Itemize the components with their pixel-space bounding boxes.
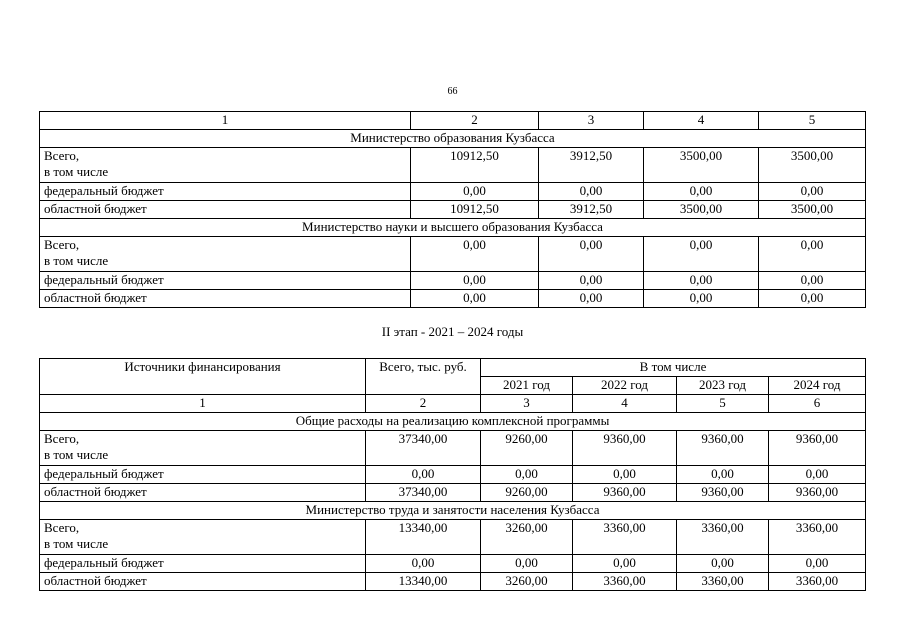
value-cell: 0,00 [644, 272, 759, 290]
section-title: Министерство труда и занятости населения Кузбасса [40, 502, 866, 520]
value-cell: 0,00 [539, 272, 644, 290]
value-cell: 9360,00 [769, 431, 866, 466]
column-number: 3 [481, 395, 573, 413]
value-cell: 9360,00 [573, 431, 677, 466]
value-cell: 0,00 [759, 272, 866, 290]
header-including: В том числе [481, 359, 866, 377]
value-cell: 3360,00 [769, 520, 866, 555]
section-title: Министерство образования Кузбасса [40, 130, 866, 148]
value-cell: 3500,00 [759, 148, 866, 183]
value-cell: 0,00 [573, 555, 677, 573]
value-cell: 0,00 [573, 466, 677, 484]
section-row [40, 413, 866, 431]
table-row [40, 484, 866, 502]
row-label [40, 237, 411, 272]
value-cell: 0,00 [411, 237, 539, 272]
value-cell: 3360,00 [769, 573, 866, 591]
table-row [40, 201, 866, 219]
value-cell: 9260,00 [481, 431, 573, 466]
row-label-line: федеральный бюджет [44, 466, 164, 481]
value-cell: 0,00 [481, 466, 573, 484]
table-row [40, 237, 866, 272]
header-year: 2023 год [677, 377, 769, 395]
row-label [40, 290, 411, 308]
row-label [40, 431, 366, 466]
header-year: 2021 год [481, 377, 573, 395]
value-cell: 9360,00 [573, 484, 677, 502]
value-cell: 0,00 [769, 555, 866, 573]
column-number-row [40, 395, 866, 413]
column-number-row [40, 112, 866, 130]
row-label [40, 272, 411, 290]
value-cell: 0,00 [677, 466, 769, 484]
value-cell: 9260,00 [481, 484, 573, 502]
header-year: 2024 год [769, 377, 866, 395]
value-cell: 0,00 [677, 555, 769, 573]
funding-table-stage2 [39, 358, 866, 591]
value-cell: 0,00 [411, 183, 539, 201]
column-number: 4 [573, 395, 677, 413]
section-row [40, 502, 866, 520]
value-cell: 3260,00 [481, 520, 573, 555]
value-cell: 3912,50 [539, 148, 644, 183]
table-row [40, 573, 866, 591]
value-cell: 0,00 [644, 183, 759, 201]
value-cell: 0,00 [759, 183, 866, 201]
column-number: 2 [411, 112, 539, 130]
value-cell: 0,00 [411, 272, 539, 290]
value-cell: 3500,00 [644, 201, 759, 219]
page-number: 66 [447, 86, 458, 97]
row-label-line: федеральный бюджет [44, 272, 164, 287]
row-label-line: областной бюджет [44, 484, 147, 499]
table-row [40, 183, 866, 201]
value-cell: 0,00 [481, 555, 573, 573]
value-cell: 9360,00 [677, 484, 769, 502]
table-row [40, 148, 866, 183]
value-cell: 10912,50 [411, 148, 539, 183]
row-label [40, 148, 411, 183]
column-number: 5 [677, 395, 769, 413]
row-label-line: Всего, [44, 520, 80, 535]
value-cell: 13340,00 [366, 573, 481, 591]
value-cell: 3500,00 [759, 201, 866, 219]
column-number: 1 [40, 395, 366, 413]
row-label-line: в том числе [44, 164, 109, 179]
value-cell: 0,00 [366, 555, 481, 573]
value-cell: 0,00 [539, 237, 644, 272]
section-row [40, 219, 866, 237]
value-cell: 9360,00 [769, 484, 866, 502]
value-cell: 0,00 [759, 237, 866, 272]
funding-table-stage1 [39, 111, 866, 308]
row-label [40, 466, 366, 484]
table-row [40, 466, 866, 484]
table-row [40, 431, 866, 466]
stage-title: II этап - 2021 – 2024 годы [381, 324, 524, 339]
value-cell: 0,00 [539, 183, 644, 201]
value-cell: 37340,00 [366, 431, 481, 466]
row-label-line: Всего, [44, 237, 80, 252]
row-label [40, 201, 411, 219]
column-number: 4 [644, 112, 759, 130]
value-cell: 3360,00 [573, 520, 677, 555]
row-label [40, 484, 366, 502]
header-year: 2022 год [573, 377, 677, 395]
table-row [40, 272, 866, 290]
value-cell: 13340,00 [366, 520, 481, 555]
row-label-line: в том числе [44, 536, 109, 551]
value-cell: 3360,00 [677, 520, 769, 555]
row-label-line: в том числе [44, 253, 109, 268]
value-cell: 9360,00 [677, 431, 769, 466]
table-row [40, 555, 866, 573]
column-number: 2 [366, 395, 481, 413]
column-number: 5 [759, 112, 866, 130]
column-number: 1 [40, 112, 411, 130]
value-cell: 0,00 [759, 290, 866, 308]
row-label [40, 555, 366, 573]
column-number: 6 [769, 395, 866, 413]
section-title: Министерство науки и высшего образования Кузбасса [40, 219, 866, 237]
header-sources: Источники финансирования [40, 359, 366, 395]
value-cell: 0,00 [366, 466, 481, 484]
value-cell: 37340,00 [366, 484, 481, 502]
row-label [40, 183, 411, 201]
row-label-line: областной бюджет [44, 573, 147, 588]
value-cell: 0,00 [769, 466, 866, 484]
row-label-line: в том числе [44, 447, 109, 462]
value-cell: 10912,50 [411, 201, 539, 219]
row-label [40, 573, 366, 591]
table-row [40, 520, 866, 555]
value-cell: 0,00 [539, 290, 644, 308]
row-label-line: Всего, [44, 148, 80, 163]
row-label-line: областной бюджет [44, 201, 147, 216]
header-total: Всего, тыс. руб. [366, 359, 481, 395]
section-title: Общие расходы на реализацию комплексной программы [40, 413, 866, 431]
value-cell: 3500,00 [644, 148, 759, 183]
header-row [40, 359, 866, 377]
table-row [40, 290, 866, 308]
row-label-line: федеральный бюджет [44, 555, 164, 570]
row-label-line: федеральный бюджет [44, 183, 164, 198]
row-label-line: областной бюджет [44, 290, 147, 305]
value-cell: 3912,50 [539, 201, 644, 219]
value-cell: 0,00 [644, 237, 759, 272]
value-cell: 3360,00 [573, 573, 677, 591]
value-cell: 3360,00 [677, 573, 769, 591]
value-cell: 0,00 [411, 290, 539, 308]
row-label-line: Всего, [44, 431, 80, 446]
value-cell: 3260,00 [481, 573, 573, 591]
column-number: 3 [539, 112, 644, 130]
section-row [40, 130, 866, 148]
row-label [40, 520, 366, 555]
value-cell: 0,00 [644, 290, 759, 308]
